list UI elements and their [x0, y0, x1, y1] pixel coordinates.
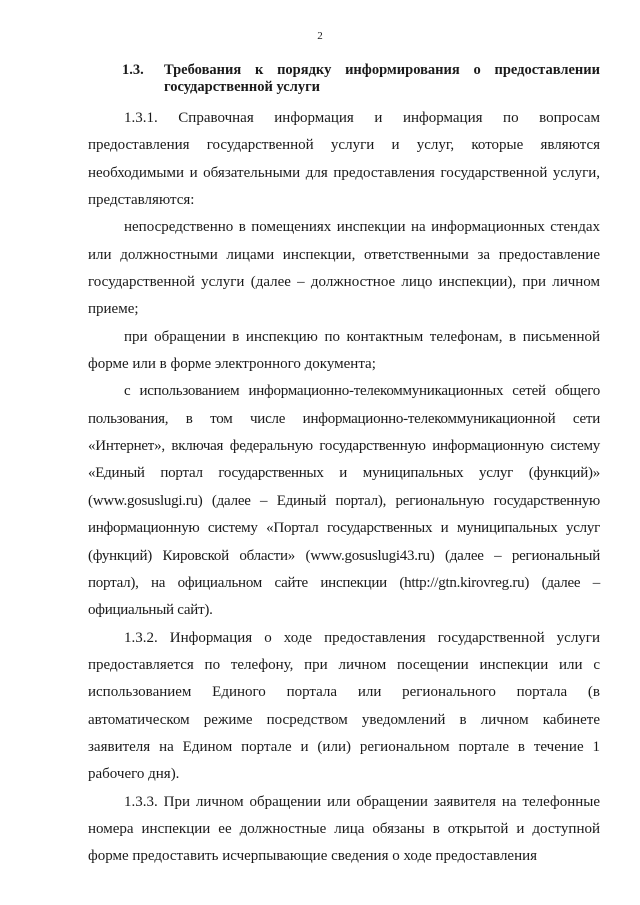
paragraph-1-3-1: 1.3.1. Справочная информация и информация по вопросам предоставления государственной услуги и услуг, которые являются необходимыми и обязательными для предоставления государственной услуги, представляются:	[88, 110, 600, 209]
section-heading	[122, 62, 600, 96]
paragraph-internet: с использованием информационно-телекоммуникационных сетей общего пользования, в том числе информационно-телекоммуникационной сети «Интернет», включая федеральную государственную информационную систему «Единый портал государственных и муниципальных услуг (функций)» (www.gosuslugi.ru) (далее – Единый портал), региональную государственную информационную систему «Портал государственных и муниципальных услуг (функций) Кировской области» (www.gosuslugi43.ru) (далее – региональный портал), на официальном сайте инспекции (http://gtn.kirovreg.ru) (далее – официальный сайт).	[88, 383, 600, 619]
paragraph-info-stands: непосредственно в помещениях инспекции на информационных стендах или должностными лицами инспекции, ответственными за предоставление государственной услуги (далее – должностное лицо инспекции), при личном приеме;	[88, 219, 600, 318]
paragraph-1-3-3: 1.3.3. При личном обращении или обращении заявителя на телефонные номера инспекции ее должностные лица обязаны в открытой и доступной форме предоставить исчерпывающие сведения о ходе предоставления	[88, 793, 600, 865]
document-body	[88, 105, 600, 871]
paragraph-1-3-2: 1.3.2. Информация о ходе предоставления государственной услуги предоставляется по телефону, при личном посещении инспекции или с использованием Единого портала или регионального портала (в автоматическом режиме посредством уведомлений в личном кабинете заявителя на Едином портале и (или) региональном портале в течение 1 рабочего дня).	[88, 629, 600, 783]
section-title: Требования к порядку информирования о предоставлении государственной услуги	[164, 62, 600, 95]
page-number: 2	[317, 30, 323, 42]
section-number: 1.3.	[122, 62, 144, 78]
paragraph-phone-written: при обращении в инспекцию по контактным телефонам, в письменной форме или в форме электронного документа;	[88, 328, 600, 373]
